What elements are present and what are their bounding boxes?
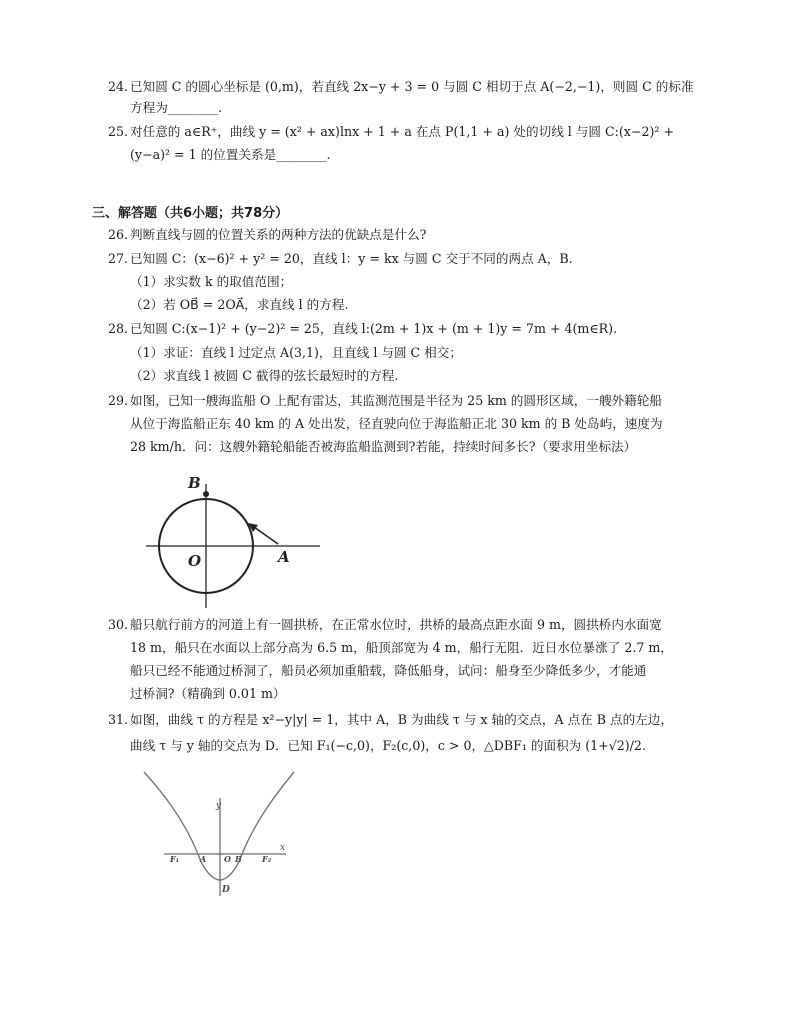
section-title: 三、解答题（共6小题；共78分） [92, 206, 289, 221]
question-30-line-2: 18 m，船只在水面以上部分高为 6.5 m，船顶部宽为 4 m，船行无阻．近日水位暴涨了 2.7 m， [130, 640, 673, 655]
curve-right-branch [242, 772, 294, 854]
question-number: 29. [108, 393, 129, 408]
question-text: 如图，已知一艘海监船 O 上配有雷达，其监测范围是半径为 25 km 的圆形区域，一艘外籍轮船 [130, 393, 662, 408]
question-28-part-1: （1）求证：直线 l 过定点 A(3,1)，且直线 l 与圆 C 相交； [130, 345, 462, 360]
curve-left-branch [144, 772, 198, 854]
label-a: A [278, 548, 290, 566]
question-number: 25. [108, 124, 129, 139]
question-27-line-1 [108, 250, 573, 268]
question-number: 31. [108, 712, 129, 727]
radar-figure [140, 470, 330, 612]
label-o: O [188, 552, 202, 570]
question-26-line-1 [108, 226, 426, 244]
point-b-dot [203, 491, 209, 497]
label-b: B [188, 474, 201, 492]
question-27-part-1: （1）求实数 k 的取值范围； [130, 274, 293, 289]
question-30-line-4: 过桥洞?（精确到 0.01 m） [130, 686, 286, 701]
label-x-axis: x [280, 843, 286, 853]
question-text: 船只航行前方的河道上有一圆拱桥，在正常水位时，拱桥的最高点距水面 9 m，圆拱桥内水面宽 [130, 617, 662, 632]
question-text: 已知圆 C:(x−1)² + (y−2)² = 25，直线 l:(2m + 1)x + (m + 1)y = 7m + 4(m∈R). [130, 321, 618, 336]
label-b: B [235, 854, 242, 864]
question-number: 26. [108, 227, 129, 242]
question-28-line-1 [108, 320, 617, 338]
question-text: 对任意的 a∈R⁺，曲线 y = (x² + ax)lnx + 1 + a 在点 P(1,1 + a) 处的切线 l 与圆 C:(x−2)² + [130, 124, 674, 139]
ship-direction-arrow [254, 527, 278, 544]
question-25-line-1 [108, 123, 674, 141]
question-text: 如图，曲线 τ 的方程是 x²−y|y| = 1，其中 A，B 为曲线 τ 与 x 轴的交点，A 点在 B 点的左边， [130, 712, 673, 727]
label-f2: F₂ [262, 854, 272, 864]
label-o: O [224, 854, 231, 864]
question-number: 30. [108, 617, 129, 632]
question-29-line-1 [108, 392, 662, 410]
question-31-line-1 [108, 711, 673, 729]
question-number: 27. [108, 251, 129, 266]
question-24-line-1 [108, 78, 694, 96]
question-number: 28. [108, 321, 129, 336]
question-28-part-2: （2）求直线 l 被圆 C 截得的弦长最短时的方程. [130, 368, 399, 383]
question-text: 判断直线与圆的位置关系的两种方法的优缺点是什么? [130, 227, 427, 242]
question-31-line-2: 曲线 τ 与 y 轴的交点为 D．已知 F₁(−c,0)，F₂(c,0)，c > 0，△DBF₁ 的面积为 (1+√2)/2. [130, 738, 646, 753]
label-y-axis: y [216, 801, 222, 811]
question-29-line-3: 28 km/h．问：这艘外籍轮船能否被海监船监测到?若能，持续时间多长?（要求用坐标法） [130, 439, 637, 454]
question-30-line-1 [108, 616, 662, 634]
label-d: D [222, 885, 230, 895]
question-text: 已知圆 C：(x−6)² + y² = 20，直线 l：y = kx 与圆 C 交于不同的两点 A，B. [130, 251, 573, 266]
label-f1: F₁ [170, 854, 180, 864]
question-30-line-3: 船只已经不能通过桥洞了，船员必须加重船载，降低船身，试问：船身至少降低多少，才能通 [130, 663, 647, 678]
question-27-part-2: （2）若 OB⃗ = 2OA⃗，求直线 l 的方程. [130, 297, 349, 312]
label-a: A [200, 854, 207, 864]
question-number: 24. [108, 79, 129, 94]
curve-figure [136, 768, 296, 908]
question-24-line-2: 方程为________. [130, 100, 223, 115]
question-25-line-2: (y−a)² = 1 的位置关系是________. [130, 147, 331, 162]
question-29-line-2: 从位于海监船正东 40 km 的 A 处出发，径直驶向位于海监船正北 30 km 的 B 处岛屿，速度为 [130, 416, 663, 431]
question-text: 已知圆 C 的圆心坐标是 (0,m)，若直线 2x−y + 3 = 0 与圆 C 相切于点 A(−2,−1)，则圆 C 的标准 [130, 79, 694, 94]
